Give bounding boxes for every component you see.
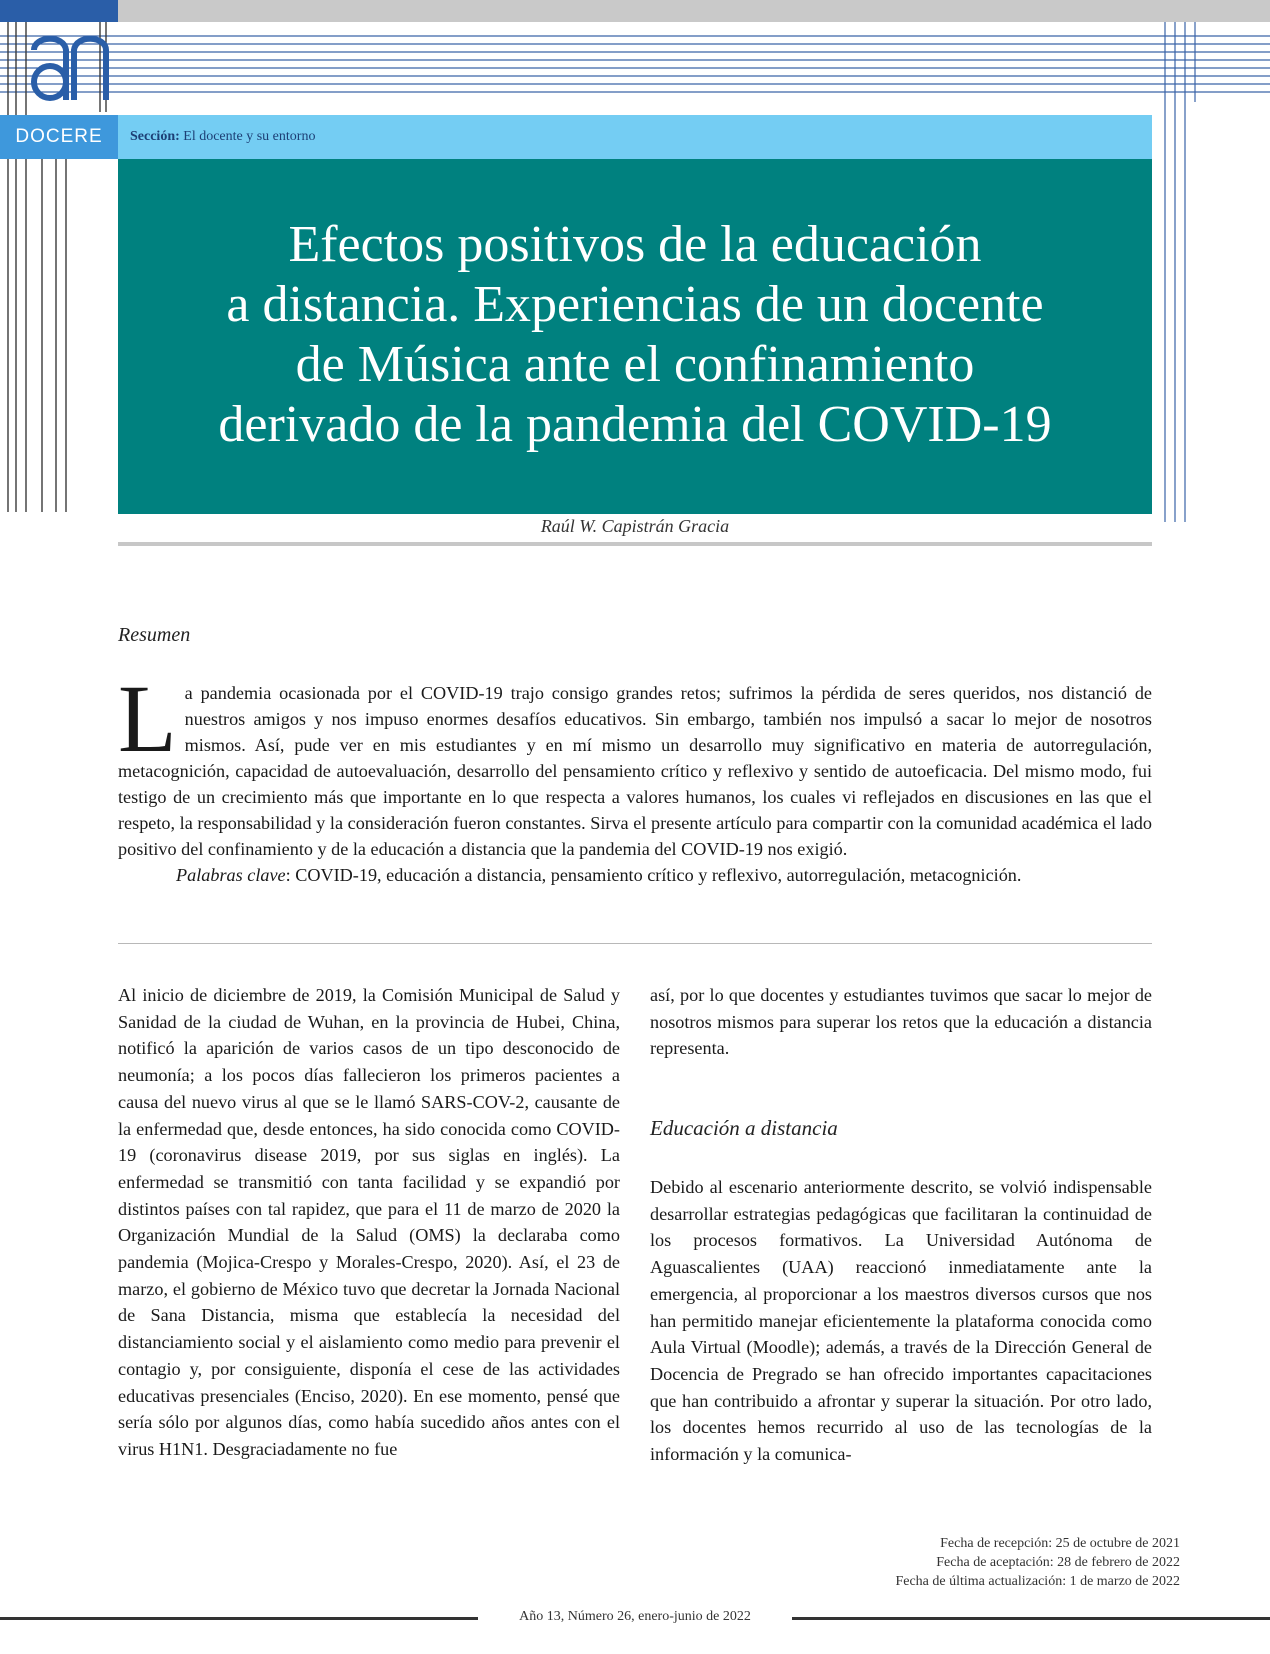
body-paragraph: Debido al escenario anteriormente descrito, se volvió indispensable desarrollar estrategias pedagógicas que facilitaran la continuidad de los procesos formativos. La Universidad Autónoma de Aguascalientes (UAA) reaccionó inmediatamente ante la emergencia, al proporcionar a los maestros diversos cursos que nos han permitido manejar eficientemente la plataforma conocida como Aula Virtual (Moodle); además, a través de la Dirección General de Docencia de Pregrado se han ofrecido importantes capacitaciones que han contribuido a afrontar y superar la situación. Por otro lado, los docentes hemos recurrido al uso de las tecnologías de la información y la comunica- — [650, 1177, 1152, 1465]
article-dates — [700, 1534, 1180, 1591]
abstract-divider — [118, 943, 1152, 944]
date-received: Fecha de recepción: 25 de octubre de 2021 — [940, 1536, 1180, 1551]
section-label: Sección: — [130, 129, 180, 144]
abstract-body — [118, 665, 1152, 888]
body-paragraph: así, por lo que docentes y estudiantes tuvimos que sacar lo mejor de nosotros mismos para superar los retos que la educación a distancia representa. — [650, 985, 1152, 1059]
body-left-column — [118, 982, 620, 1463]
date-accepted: Fecha de aceptación: 28 de febrero de 2022 — [936, 1555, 1180, 1570]
body-paragraph: Al inicio de diciembre de 2019, la Comisión Municipal de Salud y Sanidad de la ciudad de Wuhan, en la provincia de Hubei, China, notificó la aparición de varios casos de un tipo desconocido de neumonía; a los pocos días fallecieron los primeros pacientes a causa del nuevo virus al que se le llamó SARS-COV-2, causante de la enfermedad que, desde entonces, ha sido conocida como COVID-19 (coronavirus disease 2019, por sus siglas en inglés). La enfermedad se transmitió con tanta facilidad y se expandió por distintos países con tal rapidez, que para el 11 de marzo de 2020 la Organización Mundial de la Salud (OMS) la declaraba como pandemia (Mojica-Crespo y Morales-Crespo, 2020). Así, el 23 de marzo, el gobierno de México tuvo que decretar la Jornada Nacional de Sana Distancia, misma que establecía la necesidad del distanciamiento social y el aislamiento como medio para prevenir el contagio y, por consiguiente, disponía el cese de las actividades educativas presenciales (Enciso, 2020). En ese momento, pensé que sería sólo por algunos días, como había sucedido años antes con el virus H1N1. Desgraciadamente no fue — [118, 985, 620, 1459]
abstract-heading: Resumen — [118, 624, 191, 646]
issue-footer: Año 13, Número 26, enero-junio de 2022 — [519, 1609, 751, 1624]
footer-rule-right — [792, 1617, 1270, 1620]
journal-logo-icon — [28, 30, 112, 104]
section-value: El docente y su entorno — [183, 129, 316, 144]
docere-label: DOCERE — [15, 126, 103, 147]
article-title — [118, 215, 1152, 455]
top-bar-accent — [0, 0, 118, 22]
top-bar — [118, 0, 1270, 22]
drop-cap: L — [118, 665, 177, 772]
date-updated: Fecha de última actualización: 1 de marzo de 2022 — [895, 1574, 1180, 1589]
title-line: a distancia. Experiencias de un docente — [226, 276, 1044, 333]
section-line — [130, 115, 315, 159]
abstract-text: a pandemia ocasionada por el COVID-19 trajo consigo grandes retos; sufrimos la pérdida de seres queridos, nos distanció de nuestros amigos y nos impuso enormes desafíos educativos. Sin embargo, también nos impulsó a sacar lo mejor de nosotros mismos. Así, pude ver en mis estudiantes y en mí mismo un desarrollo muy significativo en materia de autorregulación, metacognición, capacidad de autoevaluación, desarrollo del pensamiento crítico y reflexivo y sentido de autoeficacia. Del mismo modo, fui testigo de un crecimiento más que importante en lo que respecta a valores humanos, los cuales vi reflejados en discusiones en las que el respeto, la responsabilidad y la consideración fueron constantes. Sirva el presente artículo para compartir con la comunidad académica el lado positivo del confinamiento y de la educación a distancia que la pandemia del COVID-19 nos exigió. — [118, 683, 1152, 859]
body-right-column-bottom — [650, 1174, 1152, 1468]
keywords — [118, 862, 1152, 888]
keywords-list: : COVID-19, educación a distancia, pensamiento crítico y reflexivo, autorregulación, metacognición. — [285, 865, 1022, 885]
section-subheading: Educación a distancia — [650, 1116, 838, 1140]
author-name: Raúl W. Capistrán Gracia — [540, 516, 730, 536]
footer-rule-left — [0, 1617, 478, 1620]
title-line: Efectos positivos de la educación — [288, 216, 982, 273]
body-right-column-top — [650, 982, 1152, 1062]
title-line: de Música ante el confinamiento — [295, 336, 975, 393]
keywords-label: Palabras clave — [176, 865, 286, 885]
author-divider — [118, 542, 1152, 546]
title-line: derivado de la pandemia del COVID-19 — [218, 396, 1052, 453]
